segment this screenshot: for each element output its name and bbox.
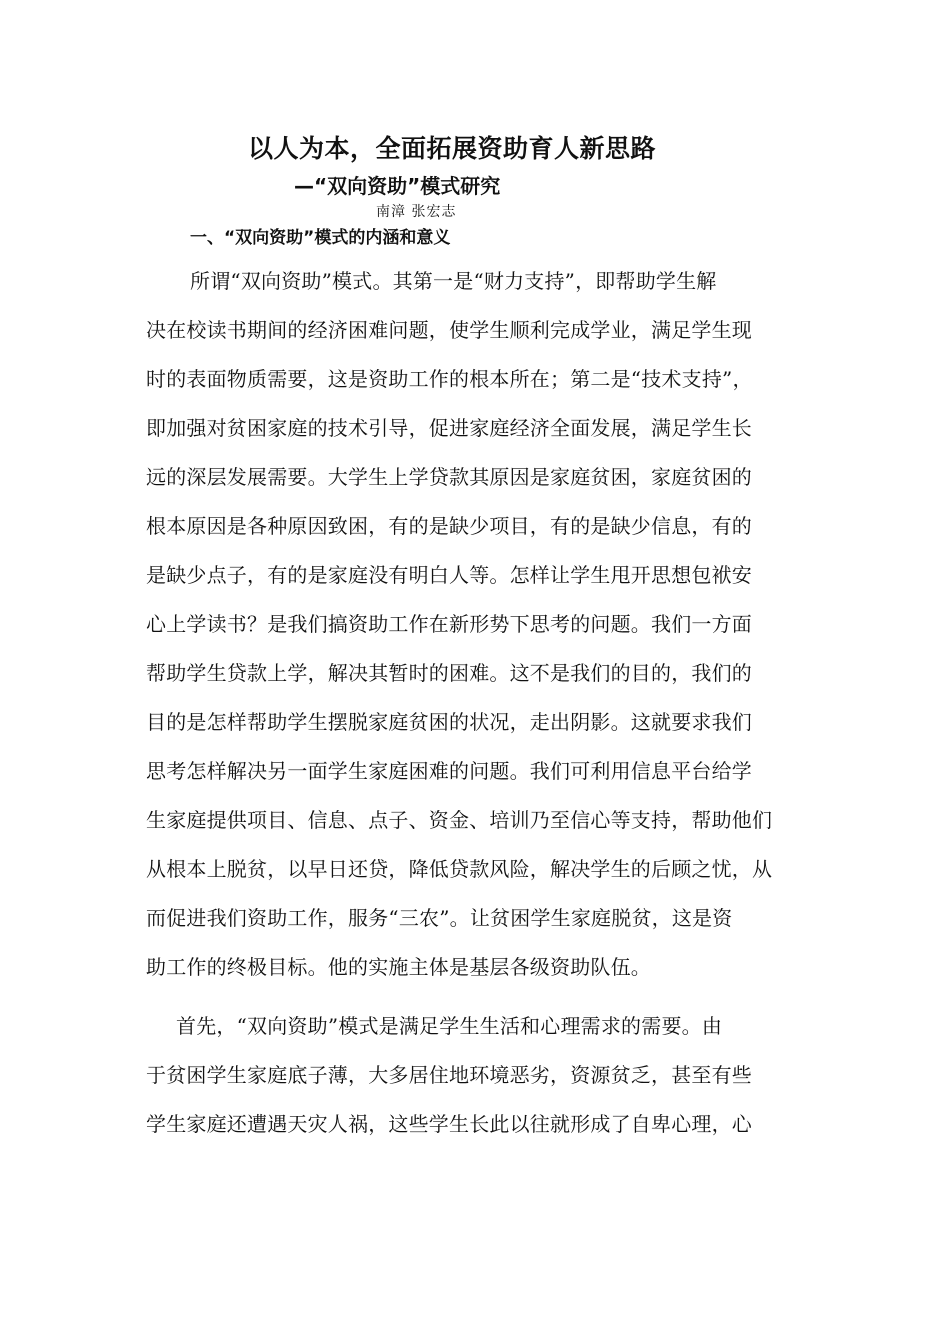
body-line: 帮助学生贷款上学，解决其暂时的困难。这不是我们的目的，我们的 bbox=[146, 661, 752, 685]
body-line: 学生家庭还遭遇天灾人祸，这些学生长此以往就形成了自卑心理，心 bbox=[146, 1112, 752, 1136]
body-line: 生家庭提供项目、信息、点子、资金、培训乃至信心等支持，帮助他们 bbox=[146, 808, 773, 832]
body-line: 思考怎样解决另一面学生家庭困难的问题。我们可利用信息平台给学 bbox=[146, 759, 752, 783]
body-line: 于贫困学生家庭底子薄，大多居住地环境恶劣，资源贫乏，甚至有些 bbox=[146, 1063, 752, 1087]
body-line: 即加强对贫困家庭的技术引导，促进家庭经济全面发展，满足学生长 bbox=[146, 416, 752, 440]
body-line: 根本原因是各种原因致困，有的是缺少项目，有的是缺少信息，有的 bbox=[146, 514, 752, 538]
body-line: 而促进我们资助工作，服务“三农”。让贫困学生家庭脱贫，这是资 bbox=[146, 906, 733, 930]
body-line: 所谓“双向资助”模式。其第一是“财力支持”，即帮助学生解 bbox=[190, 269, 717, 293]
document-subtitle: —“双向资助”模式研究 bbox=[294, 174, 501, 198]
body-line: 远的深层发展需要。大学生上学贷款其原因是家庭贫困，家庭贫困的 bbox=[146, 465, 752, 489]
body-line: 决在校读书期间的经济困难问题，使学生顺利完成学业，满足学生现 bbox=[146, 318, 752, 342]
document-title: 以人为本，全面拓展资助育人新思路 bbox=[248, 134, 657, 163]
body-line: 助工作的终极目标。他的实施主体是基层各级资助队伍。 bbox=[146, 955, 651, 979]
body-line: 目的是怎样帮助学生摆脱家庭贫困的状况，走出阴影。这就要求我们 bbox=[146, 710, 752, 734]
body-line: 心上学读书？是我们搞资助工作在新形势下思考的问题。我们一方面 bbox=[146, 612, 752, 636]
body-line: 时的表面物质需要，这是资助工作的根本所在；第二是“技术支持”， bbox=[146, 367, 753, 391]
section-heading: 一、“双向资助”模式的内涵和意义 bbox=[190, 228, 451, 248]
body-line: 首先，“双向资助”模式是满足学生生活和心理需求的需要。由 bbox=[176, 1014, 723, 1038]
author-line: 南漳 张宏志 bbox=[376, 204, 457, 220]
body-line: 是缺少点子，有的是家庭没有明白人等。怎样让学生甩开思想包袱安 bbox=[146, 563, 752, 587]
body-line: 从根本上脱贫，以早日还贷，降低贷款风险，解决学生的后顾之忧，从 bbox=[146, 857, 773, 881]
